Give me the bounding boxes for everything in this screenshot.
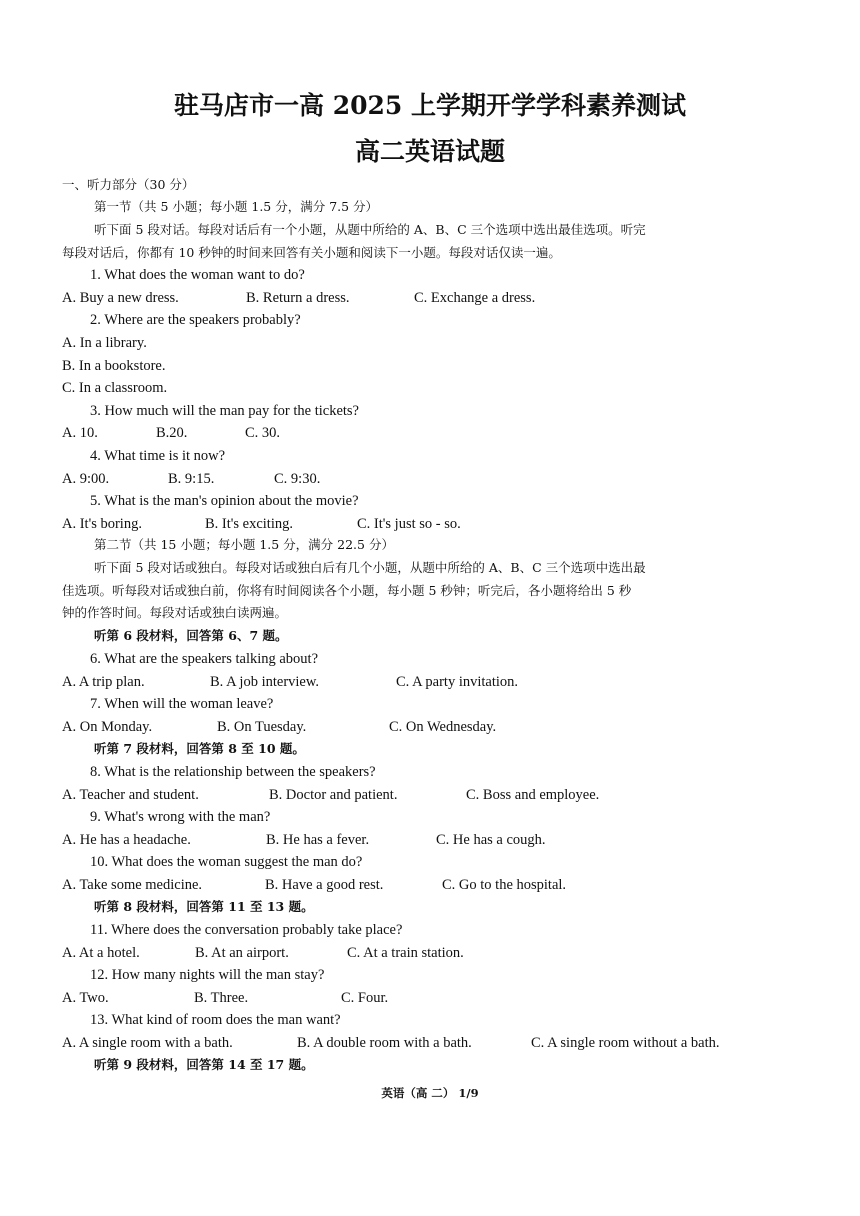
material-6-heading: 听第 6 段材料，回答第 6、7 题。: [94, 628, 288, 643]
part2-instructions-line3: 钟的作答时间。每段对话或独白读两遍。: [62, 605, 288, 620]
option-c: C. 9:30.: [274, 471, 321, 487]
question-13: 13. What kind of room does the man want?: [90, 1012, 341, 1028]
option-a: A. Buy a new dress.: [62, 290, 179, 306]
option-b: B.20.: [156, 425, 188, 441]
option-b: B. Have a good rest.: [265, 877, 384, 893]
option-a: A. Teacher and student.: [62, 787, 199, 803]
option-b: B. 9:15.: [168, 471, 215, 487]
question-5: 5. What is the man's opinion about the movie?: [90, 493, 359, 509]
option-c: C. Boss and employee.: [466, 787, 600, 803]
option-a: A. In a library.: [62, 335, 147, 351]
option-a: A. On Monday.: [62, 719, 153, 735]
question-7: 7. When will the woman leave?: [90, 696, 274, 712]
material-8-heading: 听第 8 段材料，回答第 11 至 13 题。: [94, 899, 314, 914]
option-c: C. It's just so - so.: [357, 516, 461, 532]
option-c: C. Four.: [341, 990, 389, 1006]
option-a: A. It's boring.: [62, 516, 142, 532]
material-9-heading: 听第 9 段材料，回答第 14 至 17 题。: [94, 1057, 314, 1072]
section-heading: 一、听力部分（30 分）: [62, 177, 195, 192]
option-a: A. 10.: [62, 425, 98, 441]
option-a: A. 9:00.: [62, 471, 110, 487]
material-7-heading: 听第 7 段材料，回答第 8 至 10 题。: [94, 741, 305, 756]
option-c: C. A party invitation.: [396, 674, 519, 690]
part1-instructions-line1: 听下面 5 段对话。每段对话后有一个小题，从题中所给的 A、B、C 三个选项中选出最佳选项。听完: [94, 222, 646, 237]
question-10: 10. What does the woman suggest the man do?: [90, 854, 363, 870]
question-9: 9. What's wrong with the man?: [90, 809, 271, 825]
option-c: C. In a classroom.: [62, 380, 168, 396]
question-3: 3. How much will the man pay for the tickets?: [90, 403, 359, 419]
option-c: C. Exchange a dress.: [414, 290, 536, 306]
question-12: 12. How many nights will the man stay?: [90, 967, 325, 983]
option-b: B. A double room with a bath.: [297, 1035, 472, 1051]
question-8: 8. What is the relationship between the speakers?: [90, 764, 376, 780]
question-1: 1. What does the woman want to do?: [90, 267, 305, 283]
option-a: A. He has a headache.: [62, 832, 191, 848]
part1-instructions-line2: 每段对话后，你都有 10 秒钟的时间来回答有关小题和阅读下一小题。每段对话仅读一遍。: [62, 245, 561, 260]
option-b: B. On Tuesday.: [217, 719, 307, 735]
question-6: 6. What are the speakers talking about?: [90, 651, 319, 667]
part1-heading: 第一节（共 5 小题；每小题 1.5 分，满分 7.5 分）: [94, 199, 379, 214]
option-b: B. At an airport.: [195, 945, 289, 961]
question-2: 2. Where are the speakers probably?: [90, 312, 301, 328]
option-c: C. 30.: [245, 425, 281, 441]
option-b: B. Three.: [194, 990, 249, 1006]
option-c: C. He has a cough.: [436, 832, 546, 848]
option-a: A. A trip plan.: [62, 674, 145, 690]
option-c: C. A single room without a bath.: [531, 1035, 720, 1051]
option-b: B. Return a dress.: [246, 290, 350, 306]
exam-title: 驻马店市一高 2025 上学期开学学科素养测试: [174, 91, 686, 120]
question-4: 4. What time is it now?: [90, 448, 226, 464]
option-b: B. It's exciting.: [205, 516, 293, 532]
option-b: B. A job interview.: [210, 674, 320, 690]
option-a: A. A single room with a bath.: [62, 1035, 233, 1051]
part2-instructions-line1: 听下面 5 段对话或独白。每段对话或独白后有几个小题，从题中所给的 A、B、C 三个选项中选出最: [94, 560, 646, 575]
question-11: 11. Where does the conversation probably take place?: [90, 922, 403, 938]
option-a: A. Take some medicine.: [62, 877, 203, 893]
option-a: A. At a hotel.: [62, 945, 140, 961]
option-a: A. Two.: [62, 990, 109, 1006]
option-c: C. On Wednesday.: [389, 719, 497, 735]
page-footer: 英语（高 二） 1/9: [381, 1086, 479, 1100]
option-b: B. He has a fever.: [266, 832, 370, 848]
option-c: C. At a train station.: [347, 945, 464, 961]
exam-subtitle: 高二英语试题: [354, 137, 505, 166]
option-c: C. Go to the hospital.: [442, 877, 567, 893]
option-b: B. In a bookstore.: [62, 358, 166, 374]
option-b: B. Doctor and patient.: [269, 787, 398, 803]
part2-instructions-line2: 佳选项。听每段对话或独白前，你将有时间阅读各个小题，每小题 5 秒钟；听完后，各小题将给出 5 秒: [62, 583, 632, 598]
part2-heading: 第二节（共 15 小题；每小题 1.5 分，满分 22.5 分）: [94, 537, 394, 552]
